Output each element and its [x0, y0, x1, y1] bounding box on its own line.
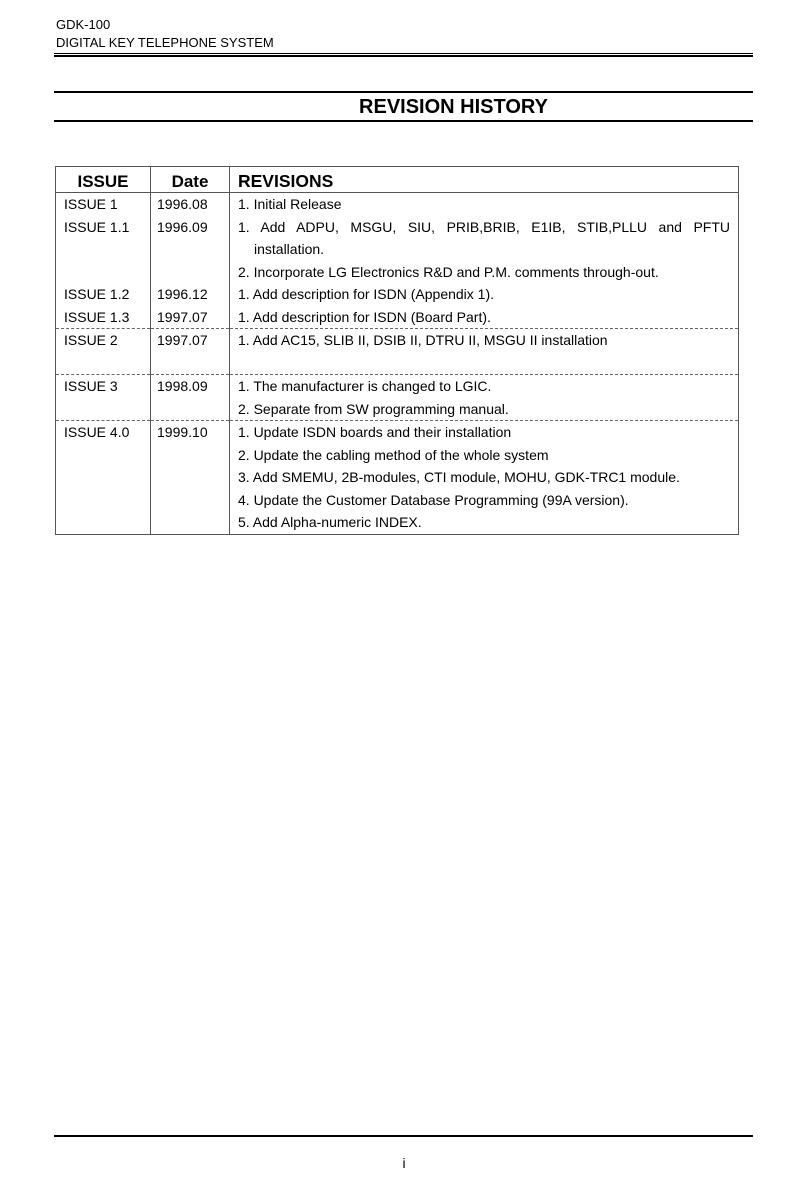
revision-line: 1. The manufacturer is changed to LGIC.	[238, 378, 492, 394]
revision-line: 4. Update the Customer Database Programming (99A version).	[238, 491, 629, 508]
revision-line: 2. Separate from SW programming manual.	[238, 400, 509, 417]
page-number: i	[402, 1155, 406, 1171]
date-cell: 1996.09	[157, 218, 208, 235]
date-cell: 1997.07	[157, 308, 208, 325]
revision-line: 1. Add description for ISDN (Board Part).	[238, 308, 491, 325]
footer-rule	[54, 1135, 753, 1137]
revision-table	[55, 166, 739, 535]
header-model: GDK-100	[56, 17, 111, 32]
date-cell: 1999.10	[157, 424, 208, 440]
table-header-row	[56, 167, 739, 193]
table-row	[56, 193, 739, 216]
issue-cell: ISSUE 1.2	[64, 286, 130, 302]
revision-line: 1. Update ISDN boards and their installation	[238, 424, 512, 440]
title-bar	[54, 91, 753, 122]
issue-cell: ISSUE 1	[64, 196, 118, 212]
issue-cell: ISSUE 3	[64, 378, 118, 394]
revision-line: 3. Add SMEMU, 2B-modules, CTI module, MOHU, GDK-TRC1 module.	[238, 469, 680, 485]
revision-line: 5. Add Alpha-numeric INDEX.	[238, 514, 422, 530]
revision-line: 2. Update the cabling method of the whole system	[238, 446, 549, 463]
table-row	[56, 306, 739, 329]
table-row	[56, 283, 739, 306]
page-title: REVISION HISTORY	[359, 96, 548, 118]
date-cell: 1998.09	[157, 378, 208, 394]
revision-line: 2. Incorporate LG Electronics R&D and P.M. comments through-out.	[238, 263, 659, 280]
header-rule	[54, 53, 753, 57]
table-row	[56, 421, 739, 535]
issue-cell: ISSUE 1.1	[64, 218, 130, 235]
table-row	[56, 375, 739, 421]
table-row	[56, 329, 739, 375]
revision-line: 1. Add ADPU, MSGU, SIU, PRIB,BRIB, E1IB, STIB,PLLU and PFTU	[238, 218, 730, 235]
revision-line: installation.	[254, 241, 325, 257]
revision-line: 1. Initial Release	[238, 196, 342, 212]
date-cell: 1996.12	[157, 286, 208, 302]
column-header-revisions: REVISIONS	[230, 167, 739, 193]
column-header-issue: ISSUE	[56, 167, 151, 193]
header-system-name: DIGITAL KEY TELEPHONE SYSTEM	[56, 35, 274, 50]
revision-line: 1. Add AC15, SLIB II, DSIB II, DTRU II, MSGU II installation	[238, 332, 608, 348]
date-cell: 1996.08	[157, 196, 208, 212]
revision-line: 1. Add description for ISDN (Appendix 1).	[238, 286, 495, 302]
column-header-date: Date	[151, 167, 230, 193]
issue-cell: ISSUE 4.0	[64, 424, 130, 440]
issue-cell: ISSUE 2	[64, 332, 118, 348]
date-cell: 1997.07	[157, 332, 208, 348]
table-row	[56, 216, 739, 284]
issue-cell: ISSUE 1.3	[64, 308, 130, 325]
